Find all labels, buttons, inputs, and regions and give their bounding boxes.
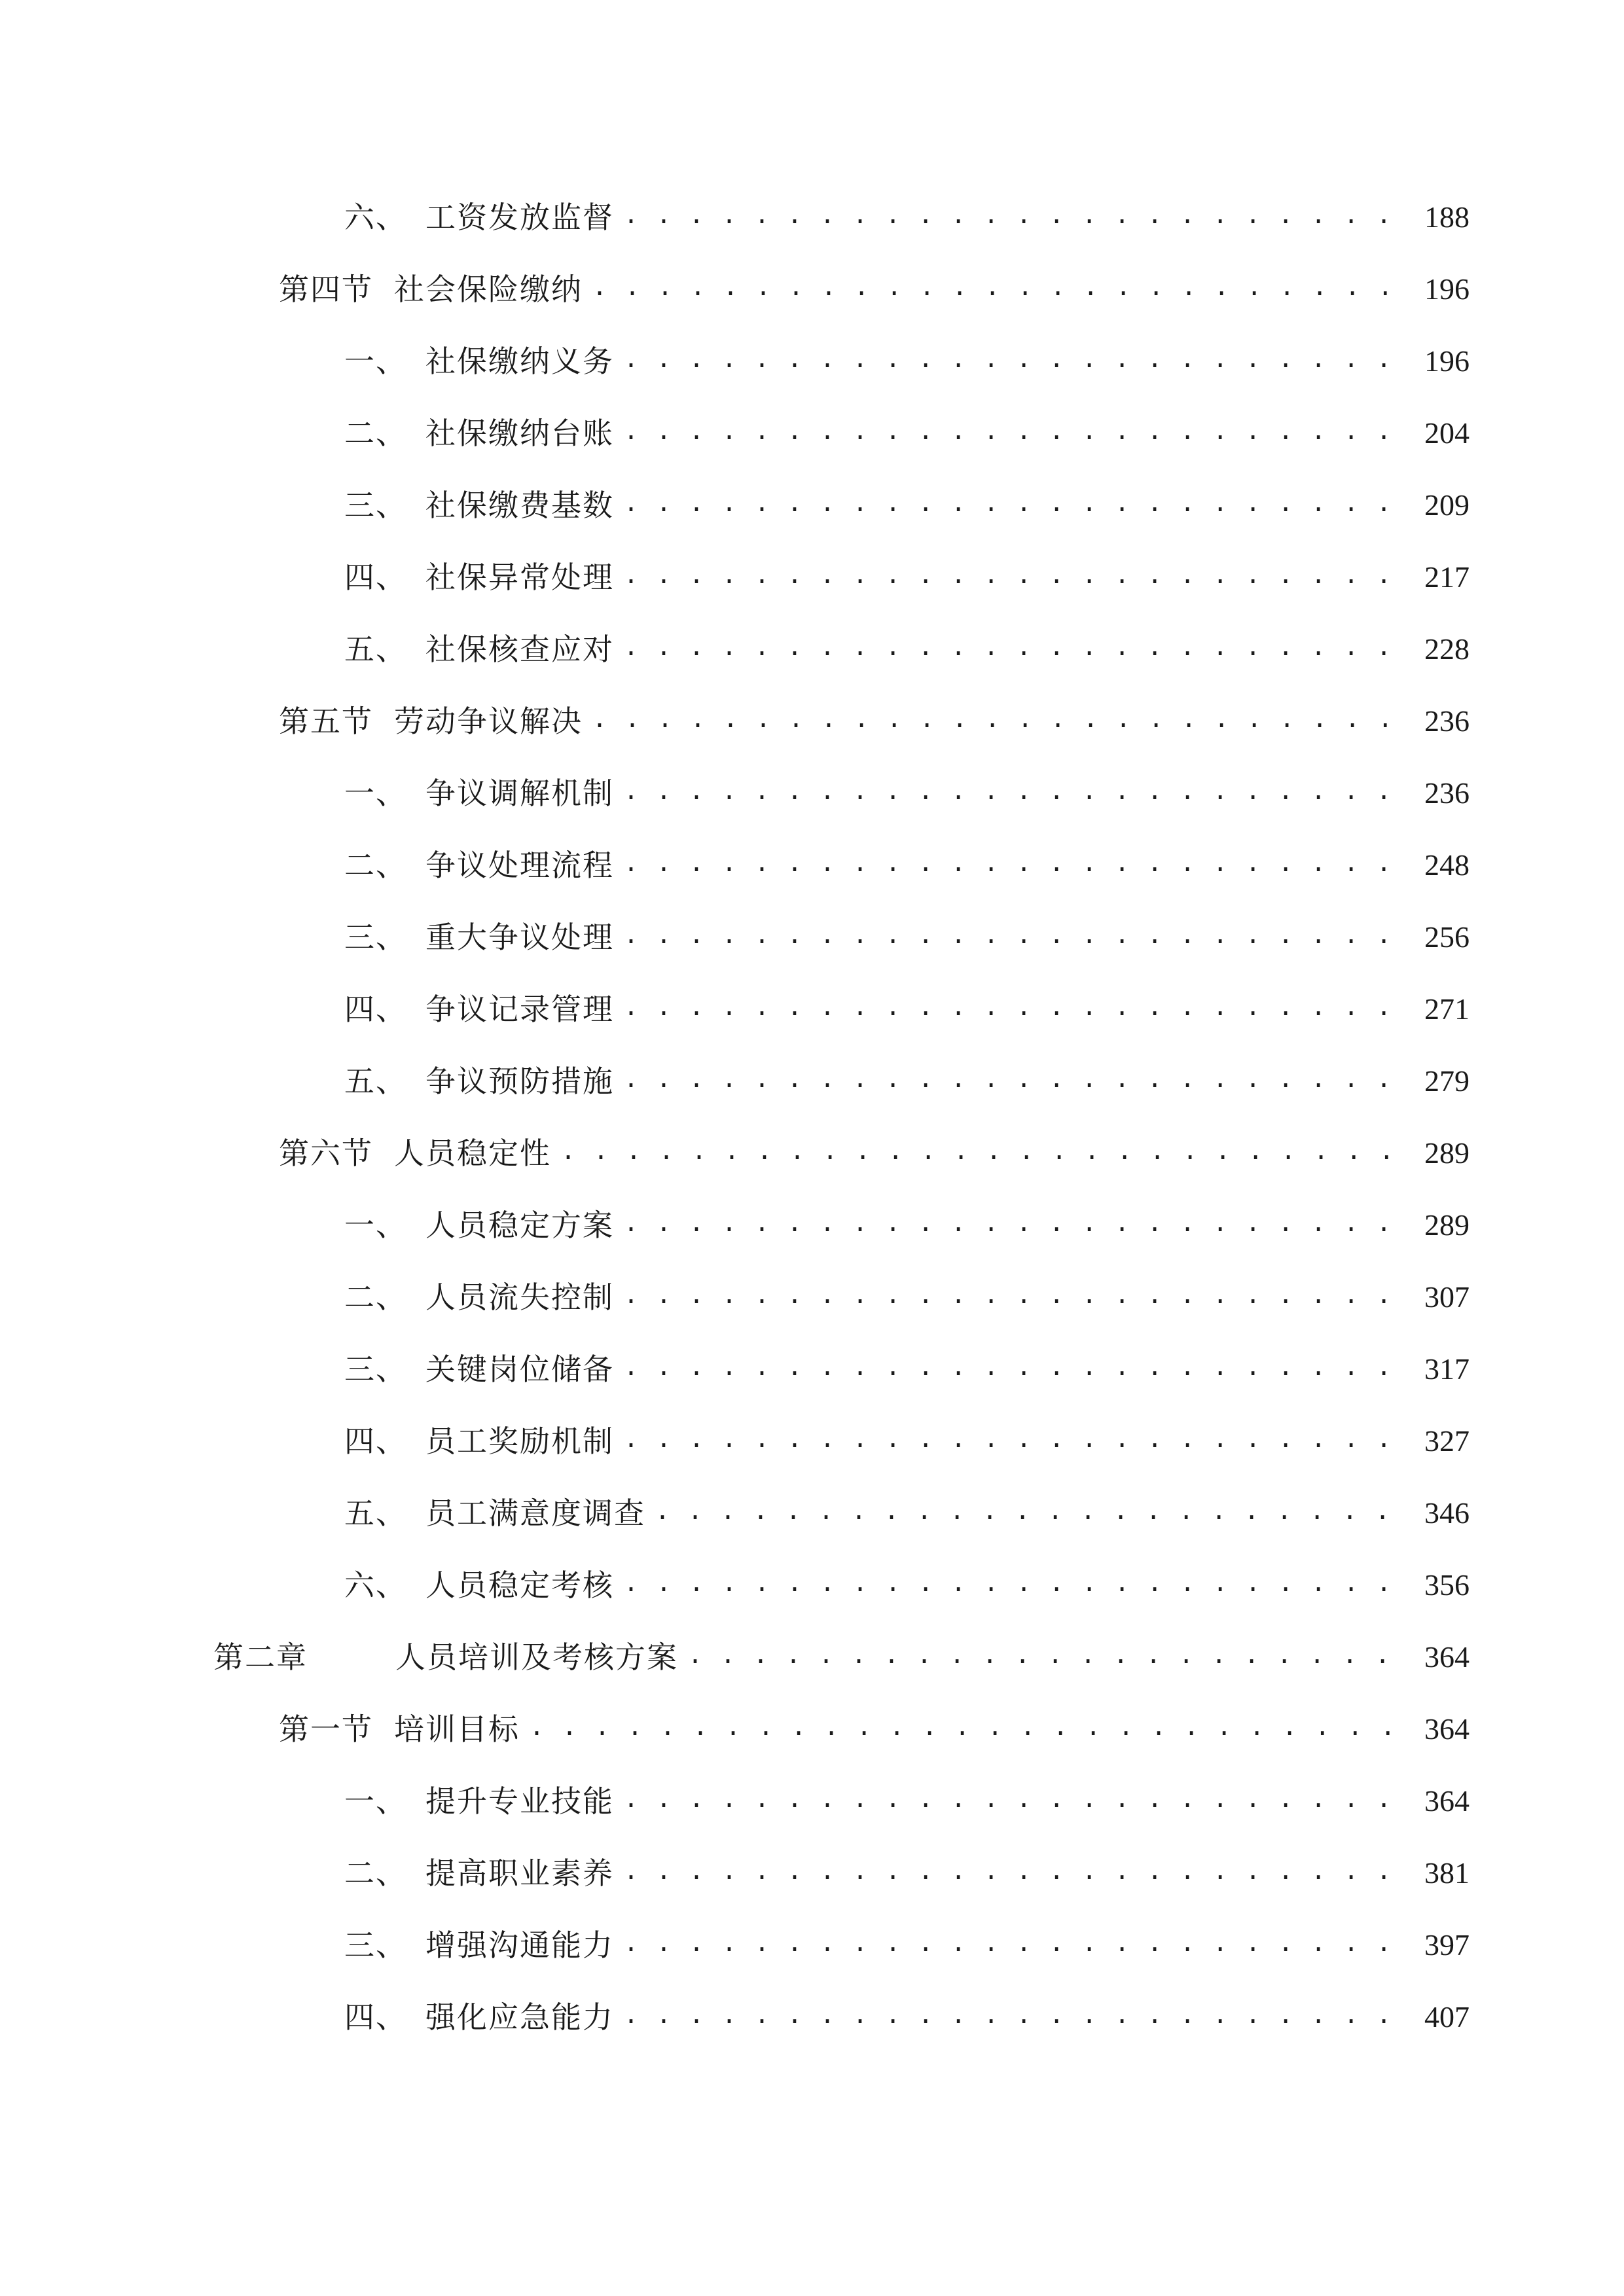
toc-page-number: 364 <box>1424 1640 1470 1674</box>
toc-entry-label <box>344 1991 614 2043</box>
toc-entry[interactable] <box>344 1559 1470 1611</box>
toc-entry-label <box>344 1775 614 1827</box>
dot-leader <box>623 407 1399 459</box>
dot-leader <box>560 1127 1399 1179</box>
toc-page-number: 364 <box>1424 1712 1470 1746</box>
toc-entry[interactable] <box>344 767 1470 819</box>
dot-leader <box>623 1847 1399 1899</box>
toc-entry-label <box>344 1199 614 1251</box>
toc-entry-title: 社保缴纳台账 <box>425 416 614 451</box>
toc-page-number: 196 <box>1424 344 1470 378</box>
toc-page-number: 289 <box>1424 1136 1470 1170</box>
toc-entry-number: 第四节 <box>279 272 373 307</box>
toc-entry-number: 第一节 <box>279 1712 373 1747</box>
toc-page-number: 381 <box>1424 1856 1470 1890</box>
toc-page-number: 327 <box>1424 1424 1470 1458</box>
toc-entry-title: 社保核查应对 <box>425 632 614 667</box>
toc-entry[interactable] <box>344 1775 1470 1827</box>
toc-entry[interactable] <box>344 1199 1470 1251</box>
dot-leader <box>592 263 1399 315</box>
toc-entry[interactable] <box>344 839 1470 891</box>
toc-entry-number: 二、 <box>344 416 407 451</box>
toc-entry-title: 争议记录管理 <box>425 992 614 1027</box>
toc-page-number: 256 <box>1424 920 1470 954</box>
toc-entry-number: 三、 <box>344 1352 407 1387</box>
toc-entry-title: 劳动争议解决 <box>394 704 583 739</box>
dot-leader <box>592 695 1399 747</box>
toc-entry-label <box>279 1703 520 1755</box>
toc-entry-title: 社会保险缴纳 <box>394 272 583 307</box>
toc-entry-number: 五、 <box>344 1496 407 1531</box>
toc-page-number: 307 <box>1424 1280 1470 1314</box>
toc-entry-label <box>344 1415 614 1467</box>
toc-page-number: 289 <box>1424 1208 1470 1242</box>
dot-leader <box>623 983 1399 1035</box>
toc-page-number: 271 <box>1424 992 1470 1026</box>
toc-entry-number: 一、 <box>344 776 407 811</box>
toc-entry[interactable] <box>344 479 1470 531</box>
toc-entry-number: 三、 <box>344 1928 407 1963</box>
dot-leader <box>623 1343 1399 1395</box>
toc-entry-title: 提升专业技能 <box>425 1784 614 1819</box>
toc-entry-number: 二、 <box>344 1280 407 1315</box>
dot-leader <box>623 479 1399 531</box>
toc-entry[interactable] <box>344 911 1470 963</box>
toc-entry-number: 五、 <box>344 1064 407 1099</box>
dot-leader <box>687 1631 1399 1683</box>
toc-entry-number: 一、 <box>344 1208 407 1243</box>
toc-page-number: 217 <box>1424 560 1470 594</box>
toc-entry-title: 员工满意度调查 <box>425 1496 645 1531</box>
toc-entry-title: 争议处理流程 <box>425 848 614 883</box>
toc-entry[interactable] <box>279 695 1470 747</box>
dot-leader <box>623 1559 1399 1611</box>
dot-leader <box>623 1055 1399 1107</box>
toc-entry-label <box>213 1631 678 1683</box>
dot-leader <box>623 1271 1399 1323</box>
toc-entry-title: 人员流失控制 <box>425 1280 614 1315</box>
toc-page-number: 364 <box>1424 1784 1470 1818</box>
toc-entry-number: 一、 <box>344 1784 407 1819</box>
toc-entry-label <box>344 335 614 387</box>
dot-leader <box>623 767 1399 819</box>
toc-entry[interactable] <box>344 1847 1470 1899</box>
dot-leader <box>623 1199 1399 1251</box>
toc-entry[interactable] <box>344 551 1470 603</box>
toc-entry[interactable] <box>344 1415 1470 1467</box>
toc-page-number: 196 <box>1424 272 1470 306</box>
toc-page-number: 228 <box>1424 632 1470 666</box>
toc-entry[interactable] <box>213 1631 1470 1683</box>
toc-entry-label <box>344 1271 614 1323</box>
toc-entry[interactable] <box>344 1991 1470 2043</box>
dot-leader <box>623 1991 1399 2043</box>
toc-page-number: 407 <box>1424 2000 1470 2034</box>
toc-entry[interactable] <box>344 1343 1470 1395</box>
toc-page-number: 356 <box>1424 1568 1470 1602</box>
toc-page-number: 204 <box>1424 416 1470 450</box>
toc-entry-label <box>344 623 614 675</box>
toc-entry-title: 社保缴费基数 <box>425 488 614 523</box>
toc-entry[interactable] <box>344 335 1470 387</box>
dot-leader <box>623 839 1399 891</box>
toc-entry[interactable] <box>344 983 1470 1035</box>
toc-entry-number: 四、 <box>344 1424 407 1459</box>
toc-page-number: 236 <box>1424 704 1470 738</box>
toc-entry-label <box>344 1919 614 1971</box>
toc-entry[interactable] <box>344 623 1470 675</box>
toc-entry-label <box>279 263 583 315</box>
toc-entry[interactable] <box>344 1055 1470 1107</box>
toc-page-number: 236 <box>1424 776 1470 810</box>
toc-entry-title: 争议预防措施 <box>425 1064 614 1099</box>
toc-entry-title: 员工奖励机制 <box>425 1424 614 1459</box>
toc-entry-label <box>344 191 614 243</box>
toc-entry-title: 争议调解机制 <box>425 776 614 811</box>
toc-entry[interactable] <box>279 1127 1470 1179</box>
toc-entry-title: 人员培训及考核方案 <box>395 1640 678 1675</box>
dot-leader <box>529 1703 1399 1755</box>
toc-entry[interactable] <box>279 1703 1470 1755</box>
toc-entry-number: 六、 <box>344 200 407 235</box>
toc-entry[interactable] <box>344 1919 1470 1971</box>
toc-entry-title: 重大争议处理 <box>425 920 614 955</box>
toc-entry-title: 关键岗位储备 <box>425 1352 614 1387</box>
toc-entry-label <box>344 983 614 1035</box>
toc-entry-label <box>344 839 614 891</box>
toc-entry-label <box>344 407 614 459</box>
toc-entry-label <box>344 479 614 531</box>
dot-leader <box>623 1919 1399 1971</box>
toc-page-number: 317 <box>1424 1352 1470 1386</box>
toc-entry-label <box>344 1343 614 1395</box>
toc-page-number: 248 <box>1424 848 1470 882</box>
toc-entry[interactable] <box>344 1487 1470 1539</box>
toc-entry-label <box>279 1127 551 1179</box>
toc-entry[interactable] <box>279 263 1470 315</box>
toc-entry-number: 第五节 <box>279 704 373 739</box>
toc-entry-number: 四、 <box>344 2000 407 2035</box>
toc-entry-title: 强化应急能力 <box>425 2000 614 2035</box>
dot-leader <box>623 335 1399 387</box>
dot-leader <box>623 1415 1399 1467</box>
dot-leader <box>623 551 1399 603</box>
toc-entry-number: 第六节 <box>279 1136 373 1171</box>
toc-entry-label <box>344 1487 645 1539</box>
toc-entry-number: 二、 <box>344 848 407 883</box>
toc-entry-number: 三、 <box>344 488 407 523</box>
toc-entry-title: 人员稳定考核 <box>425 1568 614 1603</box>
toc-entry-label <box>279 695 583 747</box>
toc-entry-title: 社保缴纳义务 <box>425 344 614 379</box>
toc-entry-label <box>344 911 614 963</box>
toc-entry-label <box>344 551 614 603</box>
toc-entry-number: 六、 <box>344 1568 407 1603</box>
toc-entry-title: 社保异常处理 <box>425 560 614 595</box>
toc-entry-title: 提高职业素养 <box>425 1856 614 1891</box>
toc-entry-title: 人员稳定性 <box>394 1136 551 1171</box>
toc-entry-title: 人员稳定方案 <box>425 1208 614 1243</box>
dot-leader <box>623 191 1399 243</box>
toc-page-number: 209 <box>1424 488 1470 522</box>
toc-entry-label <box>344 1847 614 1899</box>
toc-entry-title: 增强沟通能力 <box>425 1928 614 1963</box>
dot-leader <box>623 1775 1399 1827</box>
toc-page-number: 397 <box>1424 1928 1470 1962</box>
toc-entry-number: 四、 <box>344 992 407 1027</box>
dot-leader <box>623 911 1399 963</box>
toc-entry-label <box>344 1559 614 1611</box>
dot-leader <box>655 1487 1399 1539</box>
toc-entry-label <box>344 1055 614 1107</box>
toc-entry-number: 五、 <box>344 632 407 667</box>
toc-page-number: 279 <box>1424 1064 1470 1098</box>
toc-entry-number: 三、 <box>344 920 407 955</box>
toc-entry-number: 一、 <box>344 344 407 379</box>
toc-page-number: 346 <box>1424 1496 1470 1530</box>
toc-entry-number: 四、 <box>344 560 407 595</box>
toc-entry-title: 工资发放监督 <box>425 200 614 235</box>
toc-entry-label <box>344 767 614 819</box>
toc-entry-number: 第二章 <box>213 1640 308 1675</box>
dot-leader <box>623 623 1399 675</box>
toc-entry-number: 二、 <box>344 1856 407 1891</box>
toc-entry-title: 培训目标 <box>394 1712 520 1747</box>
toc-entry[interactable] <box>344 407 1470 459</box>
toc-entry[interactable] <box>344 191 1470 243</box>
toc-entry[interactable] <box>344 1271 1470 1323</box>
toc-page-number: 188 <box>1424 200 1470 234</box>
